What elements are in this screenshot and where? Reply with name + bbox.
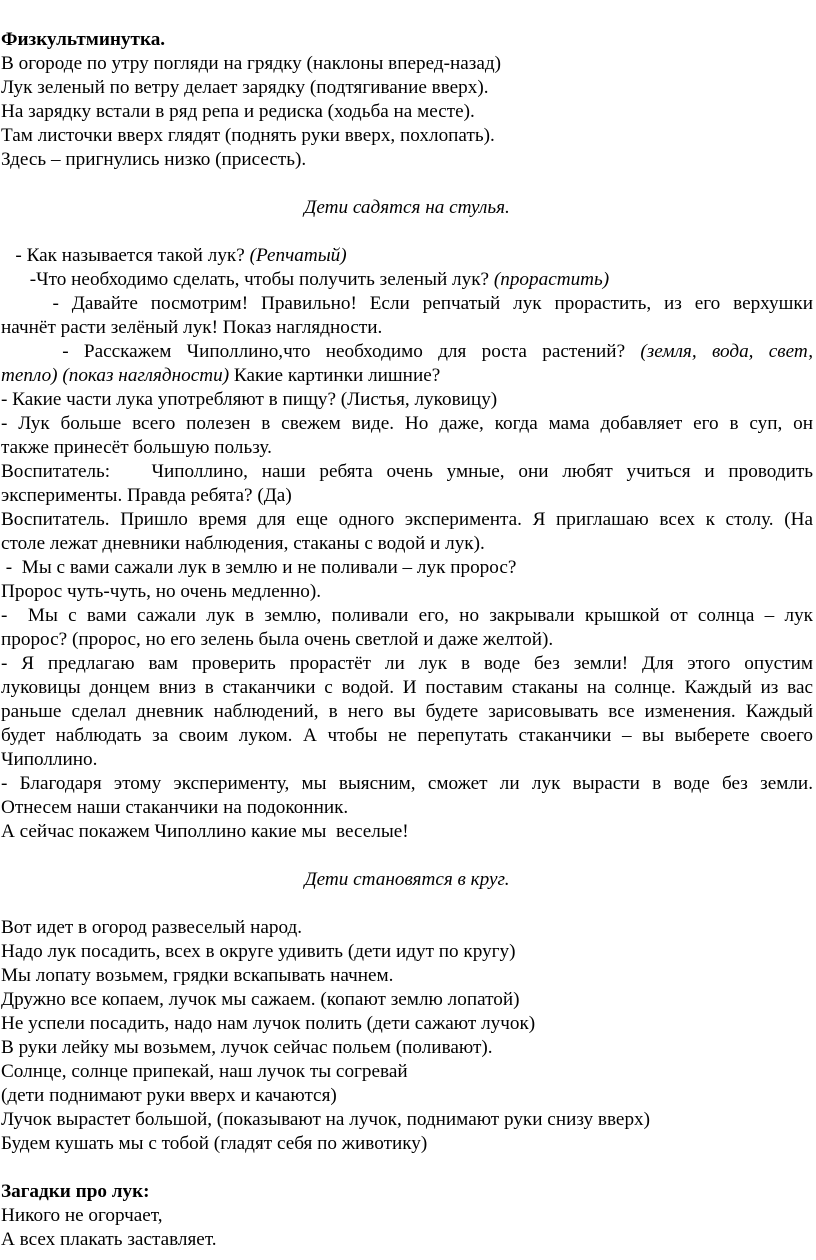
dialogue-line: пророс? (пророс, но его зелень была очень светлой и даже желтой). [1,629,554,650]
section-heading: Физкультминутка. [1,29,166,50]
dialogue-line: будет наблюдать за своим луком. А чтобы не перепутать стаканчики – вы выберете своего [1,725,813,746]
poem-line: Будем кушать мы с тобой (гладят себя по животику) [1,1133,428,1154]
spacer [0,220,816,244]
dialogue-line: тепло) (показ наглядности) Какие картинки лишние? [1,365,441,386]
poem-line: Не успели посадить, надо нам лучок полить (дети сажают лучок) [1,1013,536,1034]
stage-direction: Дети садятся на стулья. [304,197,510,218]
dialogue-line: - Как называется такой лук? (Репчатый) [1,245,347,266]
dialogue-line: - Мы с вами сажали лук в землю и не поливали – лук пророс? [1,557,517,578]
document-page [0,28,816,1252]
spacer [0,844,816,868]
dialogue-line: начнёт расти зелёный лук! Показ наглядности. [1,317,383,338]
dialogue-line: луковицы донцем вниз в стаканчики с водой. И поставим стаканы на солнце. Каждый из вас [1,677,813,698]
spacer [0,892,816,916]
dialogue-line: также принесёт большую пользу. [1,437,272,458]
text-line: Там листочки вверх глядят (поднять руки вверх, похлопать). [1,125,495,146]
riddle-line: А всех плакать заставляет. [1,1229,217,1250]
dialogue-line: столе лежат дневники наблюдения, стаканы с водой и лук). [1,533,485,554]
dialogue-line: Отнесем наши стаканчики на подоконник. [1,797,349,818]
dialogue-line: Воспитатель: Чиполлино, наши ребята очень умные, они любят учиться и проводить [1,461,813,482]
dialogue-line: - Я предлагаю вам проверить прорастёт ли лук в воде без земли! Для этого опустим [1,653,813,674]
dialogue-line: Воспитатель. Пришло время для еще одного эксперимента. Я приглашаю всех к столу. (На [1,509,813,530]
poem-line: Лучок вырастет большой, (показывают на лучок, поднимают руки снизу вверх) [1,1109,651,1130]
dialogue-line: Чиполлино. [1,749,98,770]
poem-line: В руки лейку мы возьмем, лучок сейчас польем (поливают). [1,1037,493,1058]
poem-line: Мы лопату возьмем, грядки вскапывать начнем. [1,965,394,986]
stage-direction: Дети становятся в круг. [304,869,510,890]
poem-line: (дети поднимают руки вверх и качаются) [1,1085,337,1106]
dialogue-line: - Лук больше всего полезен в свежем виде. Но даже, когда мама добавляет его в суп, он [1,413,813,434]
dialogue-line: А сейчас покажем Чиполлино какие мы веселые! [1,821,409,842]
poem-line: Надо лук посадить, всех в округе удивить (дети идут по кругу) [1,941,516,962]
riddles-heading: Загадки про лук: [1,1181,150,1202]
dialogue-line: - Благодаря этому эксперименту, мы выясним, сможет ли лук вырасти в воде без земли. [1,773,813,794]
dialogue-line: раньше сделал дневник наблюдений, в него вы будете зарисовывать все изменения. Каждый [1,701,813,722]
dialogue-line: Пророс чуть-чуть, но очень медленно). [1,581,322,602]
dialogue-line: - Давайте посмотрим! Правильно! Если репчатый лук прорастить, из его верхушки [1,293,813,314]
spacer [0,1156,816,1180]
poem-line: Вот идет в огород развеселый народ. [1,917,303,938]
dialogue-line: - Расскажем Чиполлино,что необходимо для роста растений? (земля, вода, свет, [1,341,814,362]
text-line: Лук зеленый по ветру делает зарядку (подтягивание вверх). [1,77,489,98]
text-line: На зарядку встали в ряд репа и редиска (ходьба на месте). [1,101,475,122]
dialogue-line: - Мы с вами сажали лук в землю, поливали его, но закрывали крышкой от солнца – лук [1,605,813,626]
spacer [0,172,816,196]
dialogue-line: - Какие части лука употребляют в пищу? (Листья, луковицу) [1,389,498,410]
dialogue-line: -Что необходимо сделать, чтобы получить зеленый лук? (прорастить) [1,269,610,290]
text-line: В огороде по утру погляди на грядку (наклоны вперед-назад) [1,53,502,74]
poem-line: Дружно все копаем, лучок мы сажаем. (копают землю лопатой) [1,989,520,1010]
text-line: Здесь – пригнулись низко (присесть). [1,149,307,170]
poem-line: Солнце, солнце припекай, наш лучок ты согревай [1,1061,408,1082]
dialogue-line: эксперименты. Правда ребята? (Да) [1,485,292,506]
riddle-line: Никого не огорчает, [1,1205,163,1226]
